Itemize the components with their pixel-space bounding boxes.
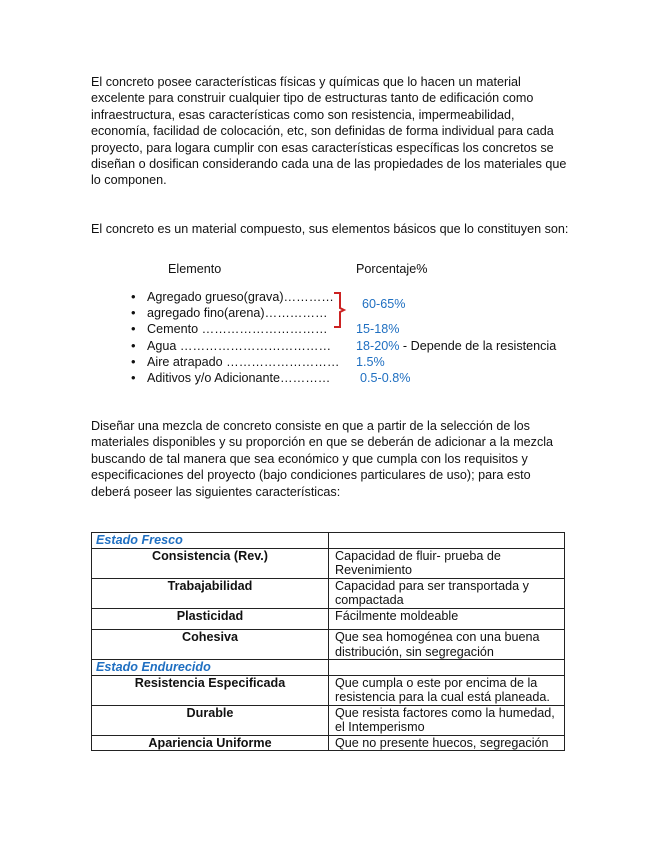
- design-intro-paragraph: Diseñar una mezcla de concreto consiste en que a partir de la selección de los materiales disponibles y su proporción en que se deberán de adicionar a la mezcla buscando de tal manera que sea económico y que cumpla con los requisitos y especificaciones del proyecto (bajo condiciones particulares de uso); para esto deberá poseer las siguientes características:: [91, 419, 554, 499]
- element-column-header: Elemento: [168, 262, 222, 276]
- bullet-icon: [131, 305, 141, 321]
- section-title: Estado Fresco: [92, 533, 329, 549]
- property-desc: Que resista factores como la humedad, el Intemperismo: [329, 705, 565, 735]
- table-row: [92, 735, 565, 751]
- intro-paragraph: El concreto posee características físicas y químicas que lo hacen un material excelente para construir cualquier tipo de estructuras tanto de edificación como infraestructura, esas características como son resistencia, impermeabilidad, economía, facilidad de colocación, etc, son definidas de forma individual para cada proyecto, para logara cumplir con esas características específicas los concretos se diseñan o dosifican considerando cada una de las propiedades de los materiales que lo componen.: [91, 75, 567, 188]
- list-item-label: Aditivos y/o Adicionante…………: [147, 371, 331, 385]
- property-desc: Que cumpla o este por encima de la resistencia para la cual está planeada.: [329, 675, 565, 705]
- property-name: Durable: [92, 705, 329, 735]
- water-percent: 18-20%: [356, 339, 400, 353]
- table-row: [92, 705, 565, 735]
- bullet-icon: [131, 354, 141, 370]
- table-row: [92, 675, 565, 705]
- list-item-label: Agregado grueso(grava)…………: [147, 290, 334, 304]
- property-name: Resistencia Especificada: [92, 675, 329, 705]
- property-name: Cohesiva: [92, 630, 329, 660]
- property-desc: Capacidad para ser transportada y compactada: [329, 578, 565, 608]
- property-name: Apariencia Uniforme: [92, 735, 329, 751]
- bullet-icon: [131, 370, 141, 386]
- property-desc: Fácilmente moldeable: [329, 608, 565, 630]
- property-desc: Que sea homogénea con una buena distribución, sin segregación: [329, 630, 565, 660]
- composition-intro-paragraph: El concreto es un material compuesto, sus elementos básicos que lo constituyen son:: [91, 222, 569, 236]
- water-percent-row: [356, 338, 556, 354]
- table-row: [92, 608, 565, 630]
- property-name: Plasticidad: [92, 608, 329, 630]
- section-row-hardened: [92, 660, 565, 676]
- section-row-fresh: [92, 533, 565, 549]
- property-name: Consistencia (Rev.): [92, 548, 329, 578]
- percent-column-header: Porcentaje%: [356, 262, 428, 276]
- list-item-label: Aire atrapado ………………………: [147, 355, 340, 369]
- bullet-icon: [131, 338, 141, 354]
- list-item-label: Cemento …………………………: [147, 322, 328, 336]
- list-item-label: Agua ………………………………: [147, 339, 332, 353]
- aggregates-percent: 60-65%: [362, 297, 406, 311]
- curly-brace-icon: [332, 292, 354, 328]
- bullet-icon: [131, 289, 141, 305]
- table-row: [92, 578, 565, 608]
- property-desc: Capacidad de fluir- prueba de Revenimiento: [329, 548, 565, 578]
- additives-percent: 0.5-0.8%: [360, 371, 411, 385]
- cement-percent: 15-18%: [356, 322, 400, 336]
- properties-table: [91, 532, 565, 751]
- air-percent: 1.5%: [356, 355, 385, 369]
- section-title: Estado Endurecido: [92, 660, 329, 676]
- list-item-label: agregado fino(arena)……………: [147, 306, 328, 320]
- property-name: Trabajabilidad: [92, 578, 329, 608]
- water-note: - Depende de la resistencia: [399, 339, 557, 353]
- property-desc: Que no presente huecos, segregación: [329, 735, 565, 751]
- table-row: [92, 630, 565, 660]
- bullet-icon: [131, 321, 141, 337]
- table-row: [92, 548, 565, 578]
